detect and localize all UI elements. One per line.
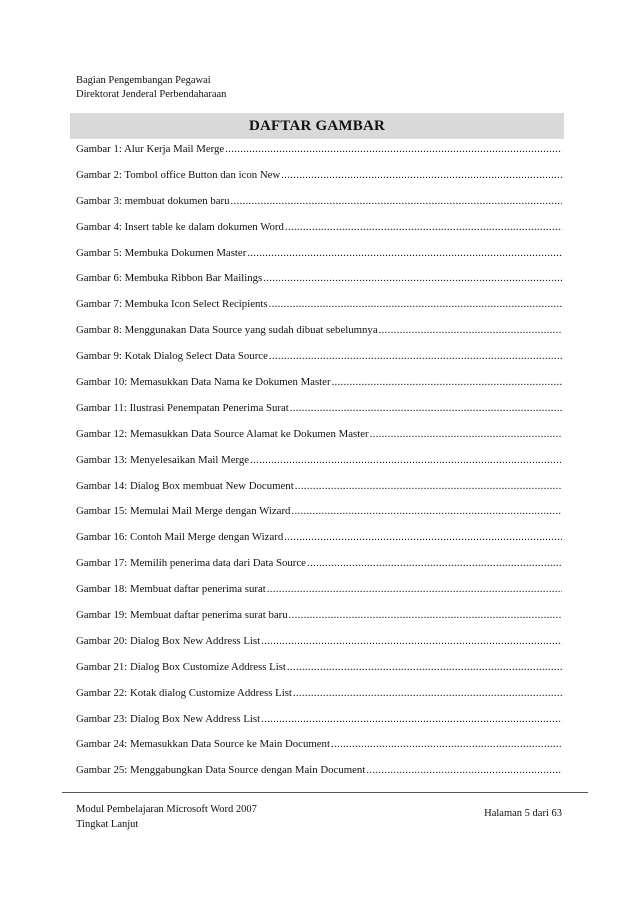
figure-list-item[interactable] (76, 635, 562, 661)
title-bar (70, 113, 564, 139)
figure-list-item[interactable] (76, 376, 562, 402)
figure-entry-label: Gambar 2: Tombol office Button dan icon New (76, 168, 281, 181)
figure-entry-label: Gambar 25: Menggabungkan Data Source dengan Main Document (76, 764, 366, 777)
dot-leader (331, 738, 562, 750)
dot-leader (269, 350, 562, 362)
figure-entry-label: Gambar 17: Memilih penerima data dari Data Source (76, 557, 306, 570)
figure-list-item[interactable] (76, 143, 562, 169)
figure-list-item[interactable] (76, 557, 562, 583)
figure-list-item[interactable] (76, 402, 562, 428)
figure-list-item[interactable] (76, 169, 562, 195)
figure-list-item[interactable] (76, 687, 562, 713)
footer-left (76, 802, 257, 832)
figure-entry-label: Gambar 5: Membuka Dokumen Master (76, 246, 247, 259)
dot-leader (332, 376, 562, 388)
figure-list-item[interactable] (76, 583, 562, 609)
dot-leader (289, 609, 562, 621)
figure-entry-label: Gambar 15: Memulai Mail Merge dengan Wizard (76, 505, 291, 518)
figure-entry-label: Gambar 14: Dialog Box membuat New Document (76, 479, 294, 492)
figure-entry-label: Gambar 4: Insert table ke dalam dokumen Word (76, 220, 284, 233)
dot-leader (293, 687, 562, 699)
figure-list-item[interactable] (76, 609, 562, 635)
dot-leader (307, 557, 562, 569)
figure-entry-label: Gambar 9: Kotak Dialog Select Data Source (76, 350, 268, 363)
figure-entry-label: Gambar 18: Membuat daftar penerima surat (76, 583, 266, 596)
figure-entry-label: Gambar 7: Membuka Icon Select Recipients (76, 298, 268, 311)
footer-page-number: Halaman 5 dari 63 (484, 808, 562, 819)
figure-entry-label: Gambar 3: membuat dokumen baru (76, 194, 230, 207)
figure-entry-label: Gambar 16: Contoh Mail Merge dengan Wizard (76, 531, 284, 544)
figure-list-item[interactable] (76, 324, 562, 350)
header-line-1: Bagian Pengembangan Pegawai (76, 75, 211, 86)
dot-leader (290, 402, 562, 414)
figure-entry-label: Gambar 24: Memasukkan Data Source ke Main Document (76, 738, 330, 751)
figure-list-item[interactable] (76, 272, 562, 298)
dot-leader (269, 298, 562, 310)
figure-entry-label: Gambar 13: Menyelesaikan Mail Merge (76, 453, 250, 466)
figure-list-item[interactable] (76, 428, 562, 454)
dot-leader (370, 428, 562, 440)
figure-entry-label: Gambar 1: Alur Kerja Mail Merge (76, 143, 225, 155)
figure-list-item[interactable] (76, 298, 562, 324)
figure-list-item[interactable] (76, 454, 562, 480)
dot-leader (287, 661, 562, 673)
dot-leader (281, 169, 562, 181)
dot-leader (263, 272, 562, 284)
figure-entry-label: Gambar 22: Kotak dialog Customize Address List (76, 686, 292, 699)
figure-list-item[interactable] (76, 350, 562, 376)
figure-list-item[interactable] (76, 531, 562, 557)
figure-entry-label: Gambar 19: Membuat daftar penerima surat baru (76, 609, 288, 622)
figure-entry-label: Gambar 23: Dialog Box New Address List (76, 712, 261, 725)
dot-leader (225, 143, 562, 155)
figure-list-item[interactable] (76, 713, 562, 739)
dot-leader (231, 195, 562, 207)
dot-leader (261, 713, 562, 725)
figure-entry-label: Gambar 8: Menggunakan Data Source yang sudah dibuat sebelumnya (76, 324, 378, 337)
footer-divider (62, 792, 588, 793)
dot-leader (295, 480, 562, 492)
figure-entry-label: Gambar 20: Dialog Box New Address List (76, 634, 261, 647)
figure-entry-label: Gambar 6: Membuka Ribbon Bar Mailings (76, 272, 263, 285)
dot-leader (261, 635, 562, 647)
dot-leader (291, 505, 562, 517)
figure-entry-label: Gambar 12: Memasukkan Data Source Alamat ke Dokumen Master (76, 427, 369, 440)
figure-entry-label: Gambar 10: Memasukkan Data Nama ke Dokumen Master (76, 376, 331, 389)
dot-leader (285, 221, 562, 233)
footer-module-title: Modul Pembelajaran Microsoft Word 2007 (76, 804, 257, 815)
dot-leader (250, 454, 562, 466)
figure-list-item[interactable] (76, 661, 562, 687)
figure-list-item[interactable] (76, 221, 562, 247)
dot-leader (247, 247, 562, 259)
figure-list (76, 143, 562, 790)
dot-leader (366, 764, 562, 776)
page-title: DAFTAR GAMBAR (248, 117, 386, 134)
dot-leader (267, 583, 562, 595)
footer-level: Tingkat Lanjut (76, 819, 139, 830)
figure-entry-label: Gambar 21: Dialog Box Customize Address List (76, 660, 286, 673)
figure-list-item[interactable] (76, 480, 562, 506)
figure-list-item[interactable] (76, 738, 562, 764)
dot-leader (284, 531, 562, 543)
figure-list-item[interactable] (76, 195, 562, 221)
page-header (76, 74, 226, 102)
figure-list-item[interactable] (76, 764, 562, 790)
dot-leader (379, 324, 562, 336)
header-line-2: Direktorat Jenderal Perbendaharaan (76, 89, 227, 100)
figure-entry-label: Gambar 11: Ilustrasi Penempatan Penerima Surat (76, 401, 289, 414)
figure-list-item[interactable] (76, 247, 562, 273)
figure-list-item[interactable] (76, 505, 562, 531)
